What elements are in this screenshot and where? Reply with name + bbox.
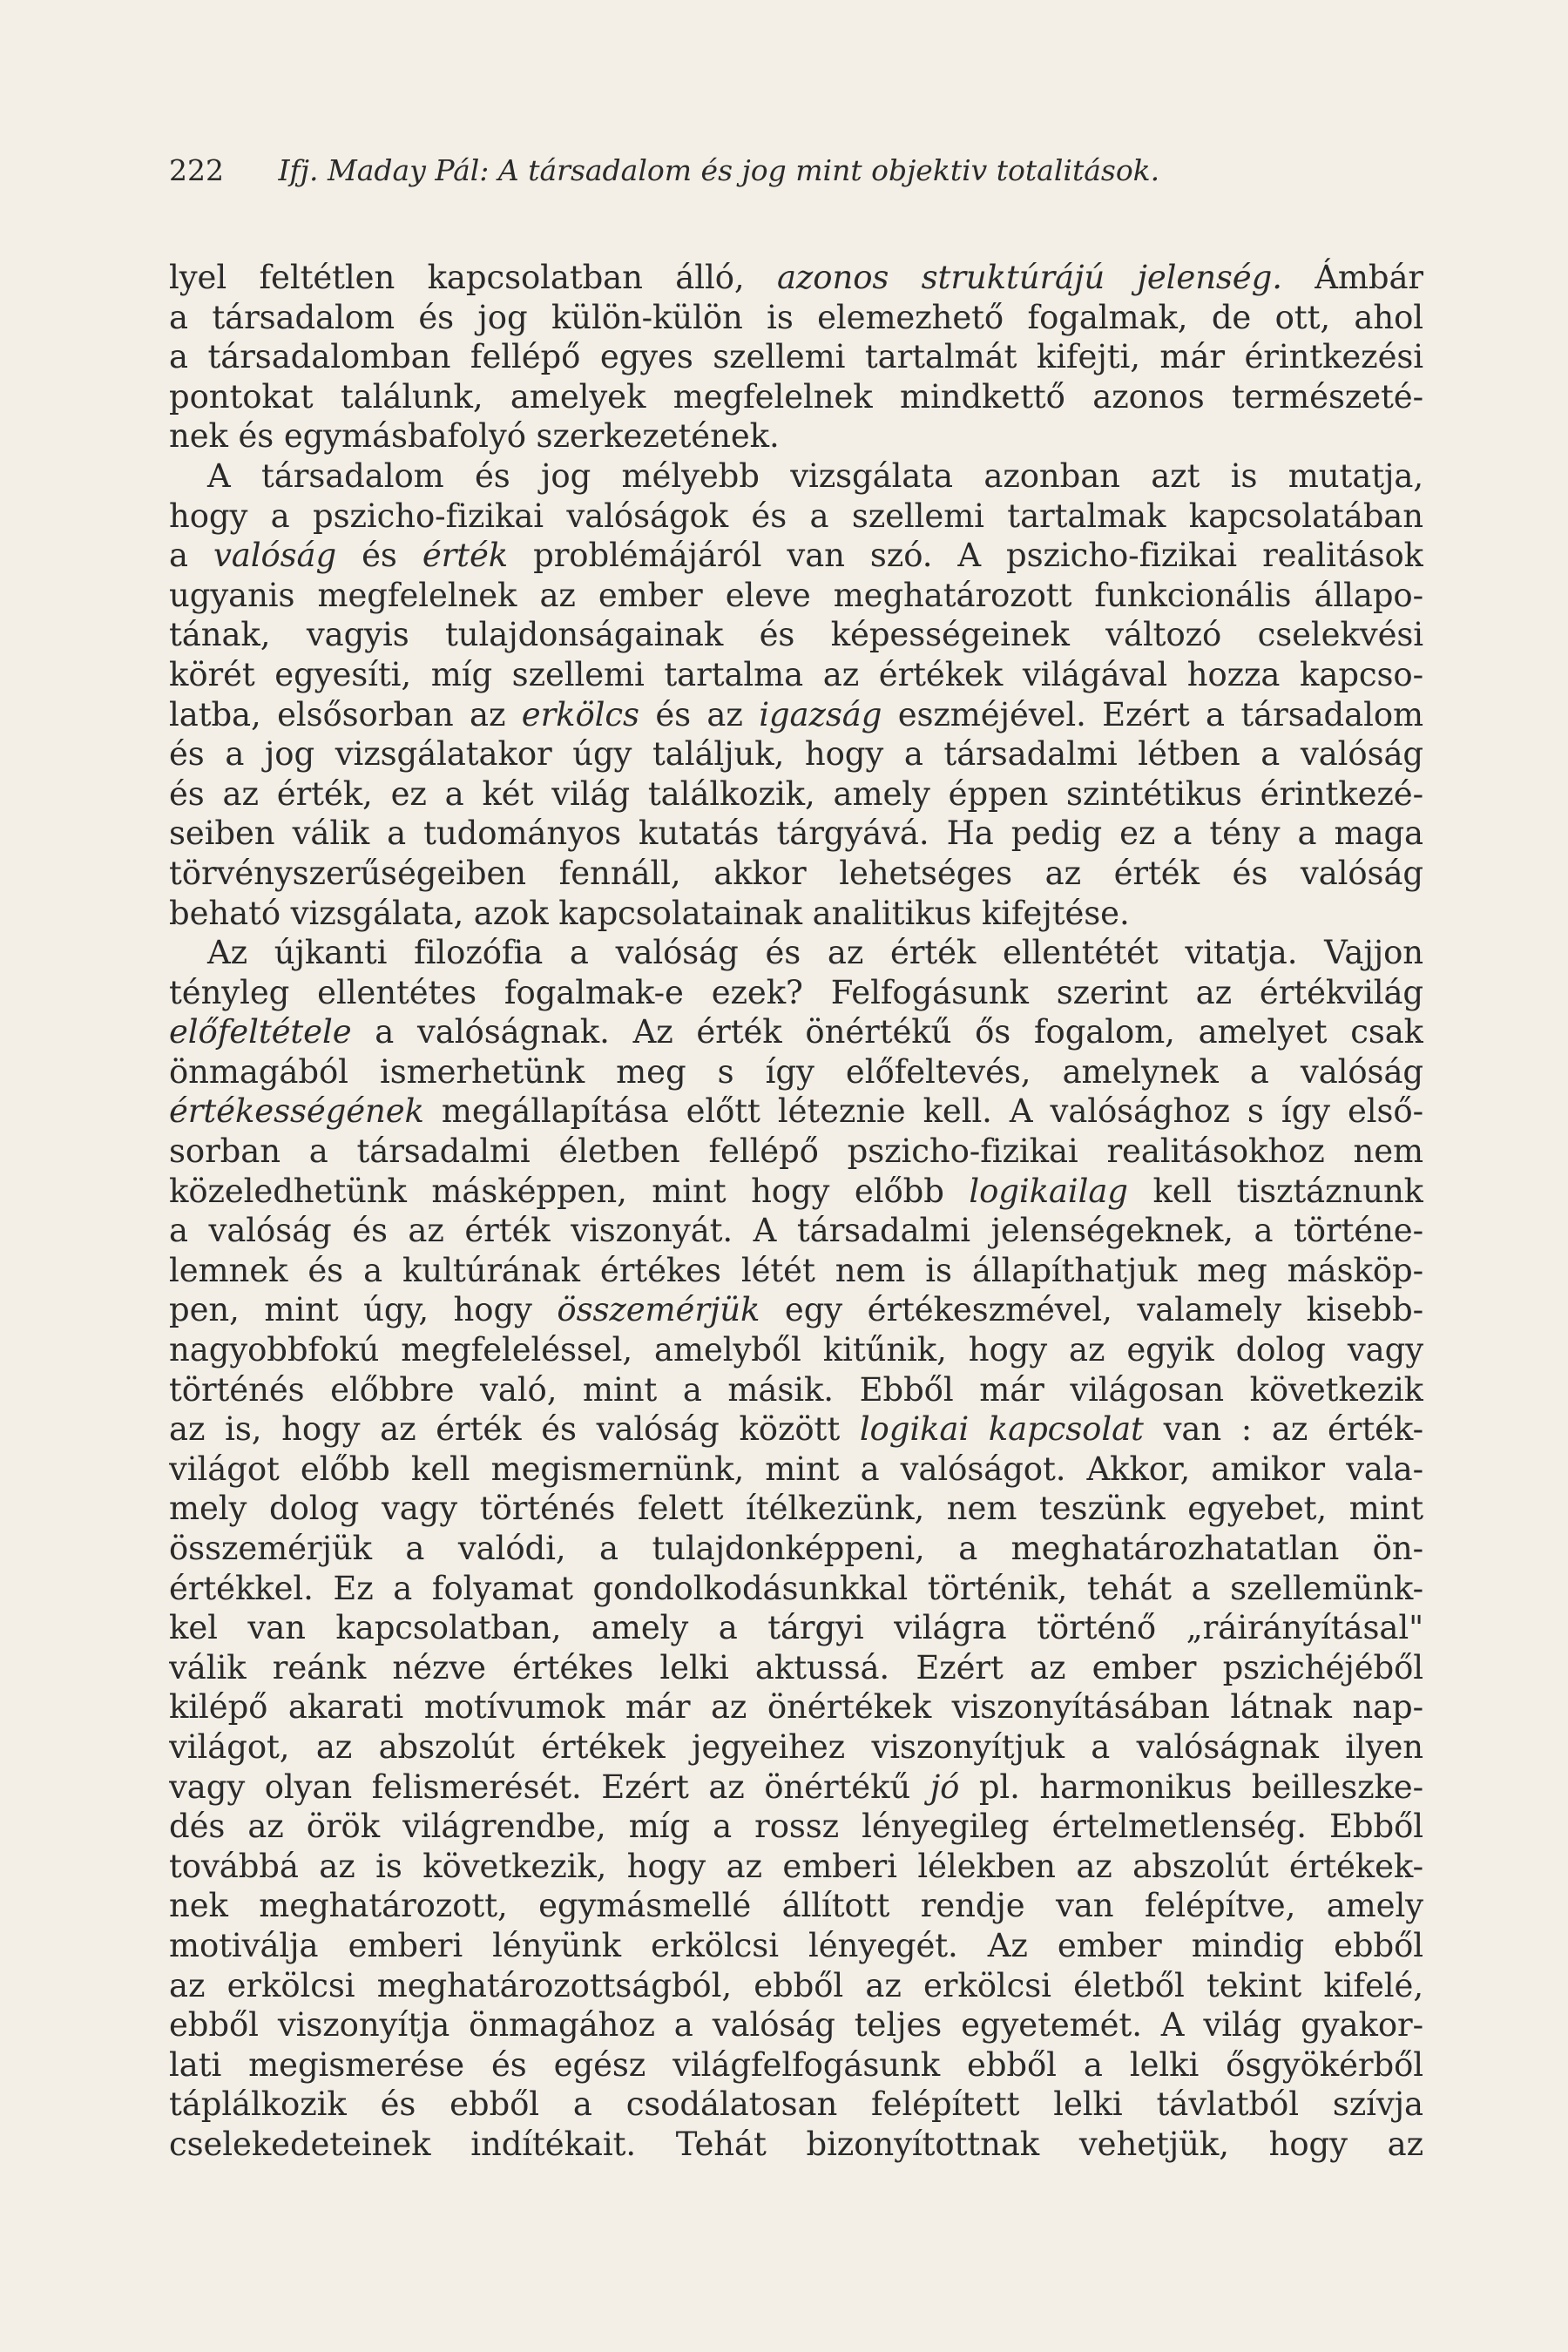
page-number: 222 (169, 153, 224, 187)
text-line (169, 1132, 1423, 1172)
text-line (169, 655, 1423, 695)
italic-segment: érték (422, 537, 509, 575)
text-segment: pen, mint úgy, hogy (169, 1291, 558, 1329)
text-segment: kell tisztáznunk (1127, 1172, 1423, 1210)
text-segment: az erkölcsi meghatározottságból, ebből az erkölcsi életből tekint kifelé, (169, 1966, 1423, 2004)
text-line (169, 1648, 1423, 1688)
text-segment: sorban a társadalmi életben fellépő pszicho-fizikai realitásokhoz nem (169, 1132, 1423, 1171)
italic-segment: értékességének (169, 1092, 424, 1131)
text-segment: a (169, 537, 213, 575)
text-segment: világot, az abszolút értékek jegyeihez viszonyítjuk a valóságnak ilyen (169, 1727, 1423, 1766)
text-line (169, 2125, 1423, 2165)
text-line (169, 1529, 1423, 1569)
text-line (169, 576, 1423, 616)
text-line (169, 1926, 1423, 1966)
text-line (169, 1370, 1423, 1410)
text-line (169, 456, 1423, 497)
text-line (169, 1251, 1423, 1291)
text-segment: nek és egymásbafolyó szerkezetének. (169, 417, 780, 456)
italic-segment: azonos struktúrájú jelenség. (776, 259, 1282, 296)
text-line (169, 894, 1423, 934)
text-segment: megállapítása előtt léteznie kell. A valósághoz s így első- (423, 1092, 1423, 1131)
text-segment: mely dolog vagy történés felett ítélkezünk, nem teszünk egyebet, mint (169, 1490, 1423, 1528)
text-segment: és (336, 537, 422, 575)
text-line (169, 734, 1423, 774)
text-segment: motiválja emberi lényünk erkölcsi lényegét. Az ember mindig ebből (169, 1926, 1423, 1964)
text-line (169, 1767, 1423, 1808)
text-line (169, 1092, 1423, 1132)
text-segment: kel van kapcsolatban, amely a tárgyi világra történő „ráirányításal" (169, 1609, 1423, 1647)
italic-segment: valóság (213, 537, 337, 575)
text-segment: a valóság és az érték viszonyát. A társadalmi jelenségeknek, a történe- (169, 1212, 1423, 1250)
text-line (169, 1569, 1423, 1609)
text-segment: vagy olyan felismerését. Ezért az önértékű (169, 1767, 930, 1806)
text-segment: válik reánk nézve értékes lelki aktussá. Ezért az ember pszichéjéből (169, 1648, 1423, 1686)
text-line (169, 298, 1423, 338)
text-line (169, 774, 1423, 814)
text-line (169, 1807, 1423, 1847)
text-segment: és az érték, ez a két világ találkozik, amely éppen szintétikus érintkezé- (169, 774, 1423, 813)
text-line (169, 258, 1423, 298)
text-line (169, 1966, 1423, 2006)
text-segment: törvényszerűségeiben fennáll, akkor lehetséges az érték és valóság (169, 854, 1423, 892)
text-segment: cselekedeteinek indítékait. Tehát bizonyítottnak vehetjük, hogy az (169, 2125, 1423, 2163)
text-segment: latba, elsősorban az (169, 695, 522, 733)
text-segment: történés előbbre való, mint a másik. Ebből már világosan következik (169, 1370, 1423, 1409)
text-segment: ebből viszonyítja önmagához a valóság teljes egyetemét. A világ gyakor- (169, 2006, 1423, 2044)
text-segment: lati megismerése és egész világfelfogásunk ebből a lelki ősgyökérből (169, 2045, 1423, 2084)
text-line (169, 497, 1423, 537)
text-segment: pl. harmonikus beilleszke- (959, 1767, 1423, 1806)
text-line (169, 1290, 1423, 1330)
text-segment: tényleg ellentétes fogalmak-e ezek? Felfogásunk szerint az értékvilág (169, 973, 1423, 1011)
body-text (169, 258, 1423, 2165)
text-segment: Ámbár (1281, 259, 1423, 296)
text-segment: Az újkanti filozófia a valóság és az érték ellentétét vitatja. Vajjon (207, 934, 1423, 972)
text-line (169, 1409, 1423, 1450)
text-line (169, 615, 1423, 655)
italic-segment: igazság (759, 695, 882, 733)
text-line (169, 2045, 1423, 2085)
italic-segment: előfeltétele (169, 1013, 352, 1051)
text-line (169, 933, 1423, 973)
text-line (169, 695, 1423, 735)
italic-segment: jó (929, 1767, 960, 1806)
text-segment: körét egyesíti, míg szellemi tartalma az értékek világával hozza kapcso- (169, 655, 1423, 693)
text-segment: beható vizsgálata, azok kapcsolatainak analitikus kifejtése. (169, 894, 1130, 932)
text-line (169, 536, 1423, 576)
text-line (169, 416, 1423, 456)
text-segment: a valóságnak. Az érték önértékű ős fogalom, amelyet csak (351, 1013, 1423, 1051)
text-segment: seiben válik a tudományos kutatás tárgyává. Ha pedig ez a tény a maga (169, 814, 1423, 853)
text-line (169, 973, 1423, 1013)
text-segment: és a jog vizsgálatakor úgy találjuk, hogy a társadalmi létben a valóság (169, 735, 1423, 774)
text-segment: értékkel. Ez a folyamat gondolkodásunkkal történik, tehát a szellemünk- (169, 1569, 1423, 1607)
text-segment: egy értékeszmével, valamely kisebb- (760, 1291, 1423, 1329)
text-line (169, 1172, 1423, 1212)
text-segment: továbbá az is következik, hogy az emberi lélekben az abszolút értékek- (169, 1847, 1423, 1885)
text-segment: nagyobbfokú megfeleléssel, amelyből kitűnik, hogy az egyik dolog vagy (169, 1331, 1423, 1369)
text-segment: lemnek és a kultúrának értékes létét nem is állapíthatjuk meg másköp- (169, 1251, 1423, 1289)
text-segment: tának, vagyis tulajdonságainak és képességeinek változó cselekvési (169, 616, 1423, 654)
text-line (169, 1847, 1423, 1887)
text-line (169, 1608, 1423, 1648)
text-segment: kilépő akarati motívumok már az önértékek viszonyításában látnak nap- (169, 1688, 1423, 1727)
text-segment: a társadalomban fellépő egyes szellemi tartalmát kifejti, már érintkezési (169, 338, 1423, 376)
text-segment: összemérjük a valódi, a tulajdonképpeni, a meghatározhatatlan ön- (169, 1530, 1423, 1567)
text-segment: nek meghatározott, egymásmellé állított rendje van felépítve, amely (169, 1887, 1423, 1925)
text-line (169, 1886, 1423, 1926)
text-segment: önmagából ismerhetünk meg s így előfeltevés, amelynek a valóság (169, 1052, 1423, 1091)
text-segment: dés az örök világrendbe, míg a rossz lényegileg értelmetlenség. Ebből (169, 1808, 1423, 1846)
italic-segment: összemérjük (557, 1291, 760, 1329)
italic-segment: logikai kapcsolat (859, 1410, 1144, 1449)
text-segment: az is, hogy az érték és valóság között (169, 1410, 860, 1449)
text-line (169, 1052, 1423, 1092)
italic-segment: erkölcs (521, 695, 639, 733)
text-line (169, 1450, 1423, 1490)
text-segment: eszméjével. Ezért a társadalom (882, 695, 1423, 733)
text-line (169, 1727, 1423, 1767)
text-segment: ugyanis megfelelnek az ember eleve meghatározott funkcionális állapo- (169, 576, 1423, 614)
text-segment: pontokat találunk, amelyek megfelelnek mindkettő azonos természeté- (169, 377, 1423, 416)
text-segment: a társadalom és jog külön-külön is elemezhető fogalmak, de ott, ahol (169, 298, 1423, 336)
text-line (169, 1489, 1423, 1529)
text-line (169, 1211, 1423, 1251)
text-line (169, 814, 1423, 854)
text-segment: lyel feltétlen kapcsolatban álló, (169, 259, 777, 296)
text-line (169, 337, 1423, 377)
text-line (169, 854, 1423, 894)
text-line (169, 1012, 1423, 1052)
text-line (169, 377, 1423, 417)
text-line (169, 1687, 1423, 1727)
text-segment: hogy a pszicho-fizikai valóságok és a szellemi tartalmak kapcsolatában (169, 497, 1423, 535)
text-line (169, 2005, 1423, 2045)
text-segment: közeledhetünk másképpen, mint hogy előbb (169, 1172, 970, 1210)
text-segment: világot előbb kell megismernünk, mint a valóságot. Akkor, amikor vala- (169, 1450, 1423, 1488)
page-header (169, 153, 1423, 188)
text-segment: A társadalom és jog mélyebb vizsgálata azonban azt is mutatja, (207, 456, 1423, 495)
text-segment: és az (639, 695, 760, 733)
italic-segment: logikailag (969, 1172, 1128, 1210)
text-line (169, 1330, 1423, 1370)
running-title: Ifj. Maday Pál: A társadalom és jog mint objektiv totalitások. (278, 153, 1160, 187)
text-segment: problémájáról van szó. A pszicho-fizikai realitások (508, 537, 1423, 575)
text-segment: van : az érték- (1143, 1410, 1423, 1449)
text-line (169, 2085, 1423, 2125)
text-segment: táplálkozik és ebből a csodálatosan felépített lelki távlatból szívja (169, 2085, 1423, 2124)
